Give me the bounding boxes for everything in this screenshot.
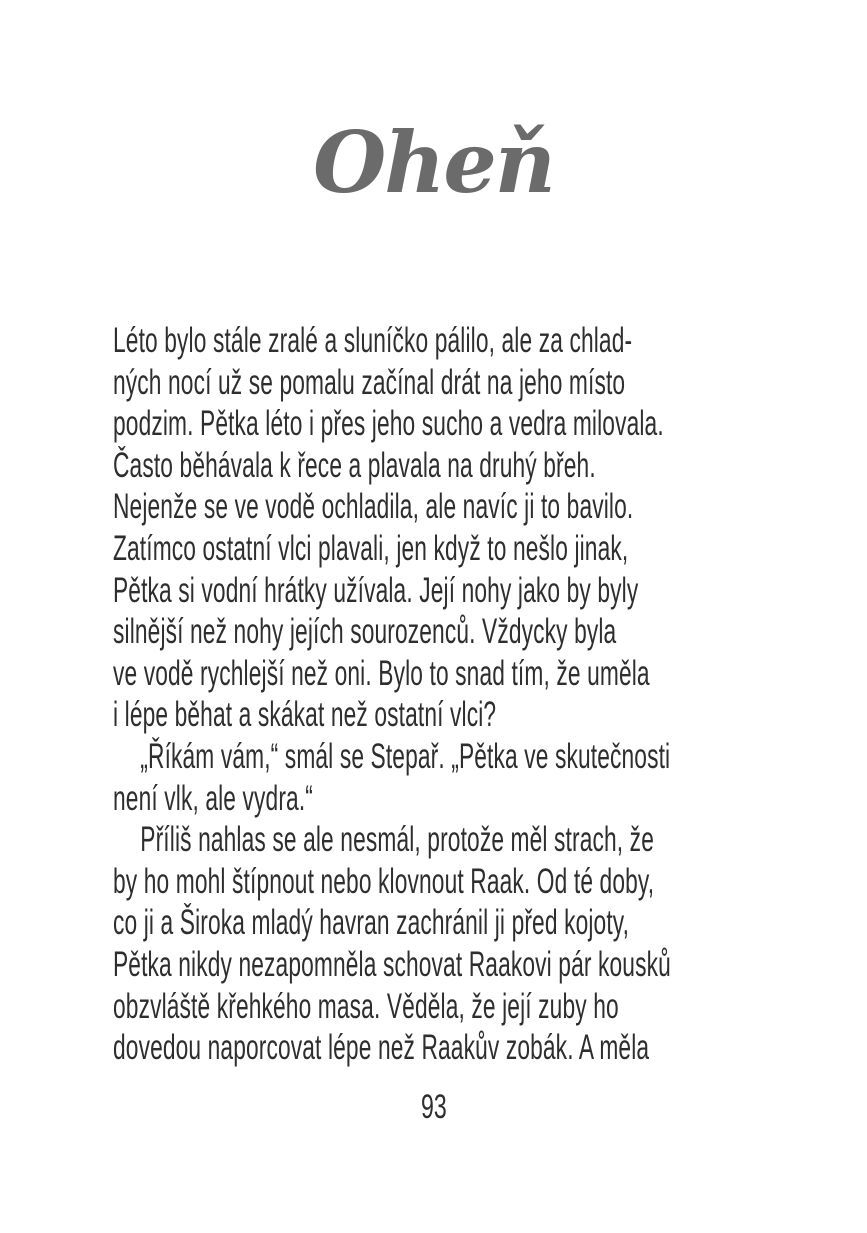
text-line: Nejenže se ve vodě ochladila, ale navíc ji to bavilo.	[113, 487, 634, 527]
text-line: Zatímco ostatní vlci plavali, jen když to nešlo jinak,	[113, 528, 629, 568]
text-line: „Říkám vám,“ smál se Stepař. „Pětka ve skutečnosti	[140, 736, 671, 776]
text-line: co ji a Široka mladý havran zachránil ji před kojoty,	[113, 903, 630, 943]
text-line: Pětka nikdy nezapomněla schovat Raakovi pár kousků	[113, 944, 671, 984]
text-line: podzim. Pětka léto i přes jeho sucho a vedra milovala.	[113, 404, 664, 444]
text-line: silnější než nohy jejích sourozenců. Vždycky byla	[113, 612, 617, 652]
text-line: obzvláště křehkého masa. Věděla, že její zuby ho	[113, 986, 619, 1026]
body-text	[113, 320, 753, 1069]
text-line: není vlk, ale vydra.“	[113, 778, 313, 818]
page-number-value: 93	[420, 1088, 447, 1126]
text-line: Příliš nahlas se ale nesmál, protože měl strach, že	[140, 820, 654, 860]
chapter-title: Oheň	[313, 113, 554, 212]
text-line: by ho mohl štípnout nebo klovnout Raak. Od té doby,	[113, 861, 655, 901]
text-line: Pětka si vodní hrátky užívala. Její nohy jako by byly	[113, 570, 639, 610]
text-line: ných nocí už se pomalu začínal drát na jeho místo	[113, 362, 626, 402]
text-line: dovedou naporcovat lépe než Raakův zobák. A měla	[113, 1028, 650, 1068]
text-line: ve vodě rychlejší než oni. Bylo to snad tím, že uměla	[113, 653, 650, 693]
text-line: Léto bylo stále zralé a sluníčko pálilo, ale za chlad-	[113, 321, 633, 360]
text-line: i lépe běhat a skákat než ostatní vlci?	[113, 695, 497, 735]
text-line: Často běhávala k řece a plavala na druhý břeh.	[113, 445, 596, 485]
page-number	[0, 1088, 867, 1127]
